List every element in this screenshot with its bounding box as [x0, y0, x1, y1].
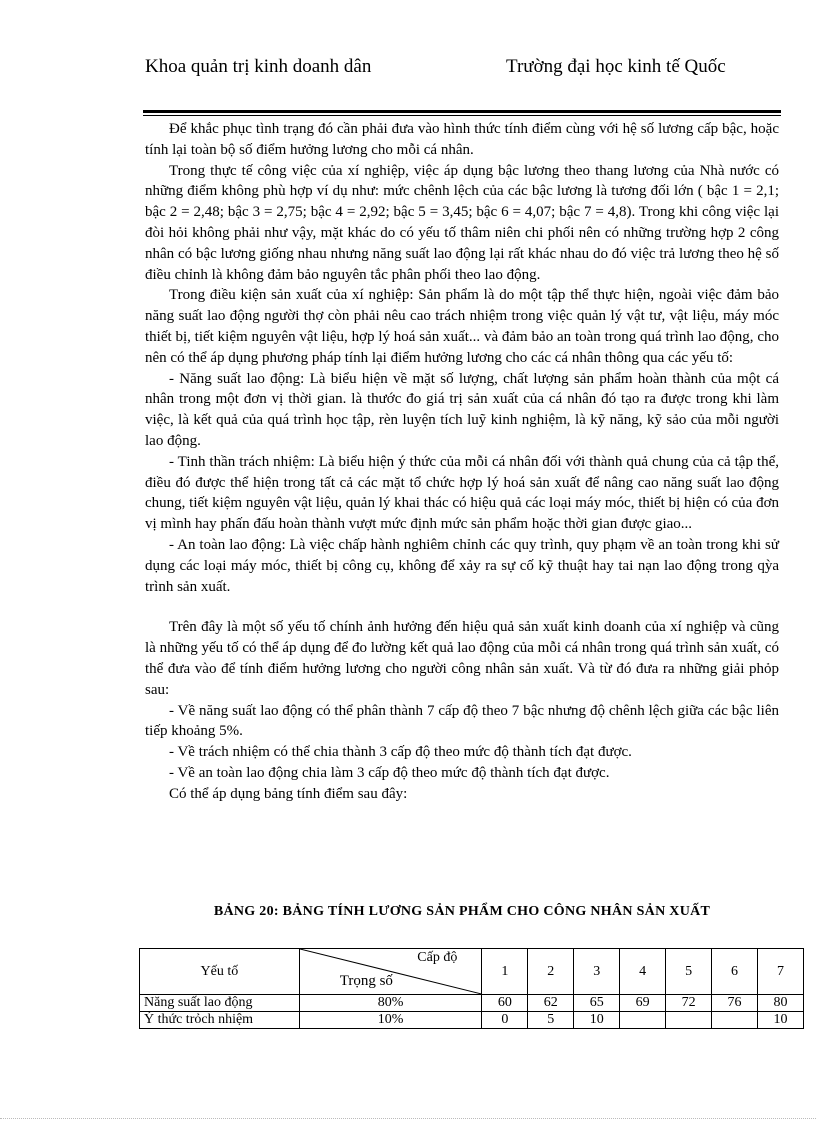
value-cell: 10 — [574, 1012, 620, 1029]
table-row — [140, 1012, 804, 1029]
factor-cell: Ý thức trỏch nhiệm — [140, 1012, 300, 1029]
paragraph: - An toàn lao động: Là việc chấp hành nghiêm chỉnh các quy trình, quy phạm về an toàn trong khi sử dụng các loại máy móc, thiết bị công cụ, không để xảy ra sự cố kỹ thuật hay tai nạn lao động trong qỳa trình sản xuất. — [145, 536, 779, 595]
value-cell: 10 — [757, 1012, 803, 1029]
value-cell: 0 — [482, 1012, 528, 1029]
paragraph: - Về an toàn lao động chia làm 3 cấp độ theo mức độ thành tích đạt được. — [169, 764, 610, 781]
weight-cell: 10% — [299, 1012, 482, 1029]
level-weight-header — [299, 949, 482, 995]
paragraph: - Tinh thần trách nhiệm: Là biểu hiện ý thức của mỗi cá nhân đối với thành quả chung của cả tập thể, điều đó được thể hiện trong tất cả các mặt tổ chức hợp lý hoá sản xuất để nâng cao năng suất lao động chung, tiết kiệm nguyên vật liệu, quản lý khai thác có hiệu quả các loại máy móc, thiết bị hiện có của đơn vị mình hay phấn đấu hoàn thành vượt mức định mức sản phẩm hoặc thời gian được giao... — [145, 453, 779, 533]
paragraph: Trên đây là một số yếu tố chính ảnh hưởng đến hiệu quả sản xuất kinh doanh của xí nghiệp và cũng là những yếu tố có thể áp dụng để đo lường kết quả lao động của mỗi cá nhân trong quá trình sản xuất, có thể đưa vào để tính điểm hưởng lương cho người công nhân sản xuất. Và từ đó đưa ra những giải phỏp sau: — [145, 619, 779, 698]
value-cell: 69 — [620, 995, 666, 1012]
value-cell: 72 — [666, 995, 712, 1012]
factor-cell: Năng suất lao động — [140, 995, 300, 1012]
paragraph: - Về trách nhiệm có thể chia thành 3 cấp độ theo mức độ thành tích đạt được. — [169, 744, 632, 761]
level-header-cell: 6 — [712, 949, 758, 995]
value-cell: 80 — [757, 995, 803, 1012]
value-cell: 60 — [482, 995, 528, 1012]
table-row — [140, 995, 804, 1012]
paragraph: - Năng suất lao động: Là biểu hiện về mặt số lượng, chất lượng sản phẩm hoàn thành của một cá nhân trong một đơn vị thời gian. là thước đo giá trị sản xuất của cá nhân đó tạo ra được trong khi làm việc, là kết quả của quá trình học tập, rèn luyện tích luỹ kinh nghiệm, là kỹ năng, kỹ sảo của mỗi người lao động. — [145, 370, 779, 449]
value-cell — [666, 1012, 712, 1029]
header-rule-thick — [143, 110, 781, 113]
factor-header: Yếu tố — [140, 949, 300, 995]
level-header-cell: 7 — [757, 949, 803, 995]
level-header-cell: 1 — [482, 949, 528, 995]
paragraph: Để khắc phục tình trạng đó cần phải đưa vào hình thức tính điểm cùng với hệ số lương cấp bậc, hoặc tính lại toàn bộ số điểm hưởng lương cho mỗi cá nhân. — [145, 121, 779, 158]
level-header-cell: 4 — [620, 949, 666, 995]
value-cell: 65 — [574, 995, 620, 1012]
paragraph: Trong điều kiện sản xuất của xí nghiệp: Sản phẩm là do một tập thể thực hiện, ngoài việc đảm bảo năng suất lao động người thợ còn phải nêu cao trách nhiệm trong việc quản lý vật tư, vật liệu, máy móc thiết bị, tiết kiệm nguyên vật liệu, hợp lý hoá sản xuất... và đảm bảo an toàn trong quá trình lao động, cho nên có thể áp dụng phương pháp tính lại điểm hưởng lương cho các cá nhân thông qua các yếu tố: — [145, 287, 779, 366]
value-cell — [712, 1012, 758, 1029]
value-cell: 62 — [528, 995, 574, 1012]
paragraph: Trong thực tế công việc của xí nghiệp, việc áp dụng bậc lương theo thang lương của Nhà nước có những điểm không phù hợp ví dụ như: mức chênh lệch của các bậc lương là tương đối lớn ( bậc 1 = 2,1; bậc 2 = 2,48; bậc 3 = 2,75; bậc 4 = 2,92; bậc 5 = 3,45; bậc 6 = 4,07; bậc 7 = 4,8). Trong khi công việc lại đòi hỏi không phải như vậy, mặt khác do có yếu tố thâm niên chi phối nên có những trường hợp 2 công nhân có bậc lương giống nhau nhưng năng suất lao động lại rất khác nhau do đó việc trả lương theo hệ số điều chỉnh là không đảm bảo nguyên tắc phân phối theo lao động. — [145, 162, 779, 283]
level-header-cell: 3 — [574, 949, 620, 995]
weight-cell: 80% — [299, 995, 482, 1012]
header-department: Khoa quản trị kinh doanh dân — [145, 56, 372, 77]
level-header-cell: 5 — [666, 949, 712, 995]
level-header-cell: 2 — [528, 949, 574, 995]
header-university: Trường đại học kinh tế Quốc — [506, 56, 726, 77]
value-cell: 5 — [528, 1012, 574, 1029]
footer-dotted-line — [0, 1118, 816, 1119]
table-header-row — [140, 949, 804, 995]
paragraph: Có thể áp dụng bảng tính điểm sau đây: — [169, 785, 408, 802]
level-header: Cấp độ — [417, 950, 458, 965]
paragraph: - Về năng suất lao động có thể phân thành 7 cấp độ theo 7 bậc nhưng độ chênh lệch giữa các bậc liên tiếp khoảng 5%. — [145, 702, 779, 740]
table-title: BẢNG 20: BẢNG TÍNH LƯƠNG SẢN PHẨM CHO CÔNG NHÂN SẢN XUẤT — [213, 904, 711, 919]
header-rule-thin — [143, 115, 781, 116]
weight-header: Trọng số — [339, 973, 393, 989]
wage-points-table — [139, 948, 804, 1029]
value-cell: 76 — [712, 995, 758, 1012]
value-cell — [620, 1012, 666, 1029]
body-text — [145, 119, 779, 805]
